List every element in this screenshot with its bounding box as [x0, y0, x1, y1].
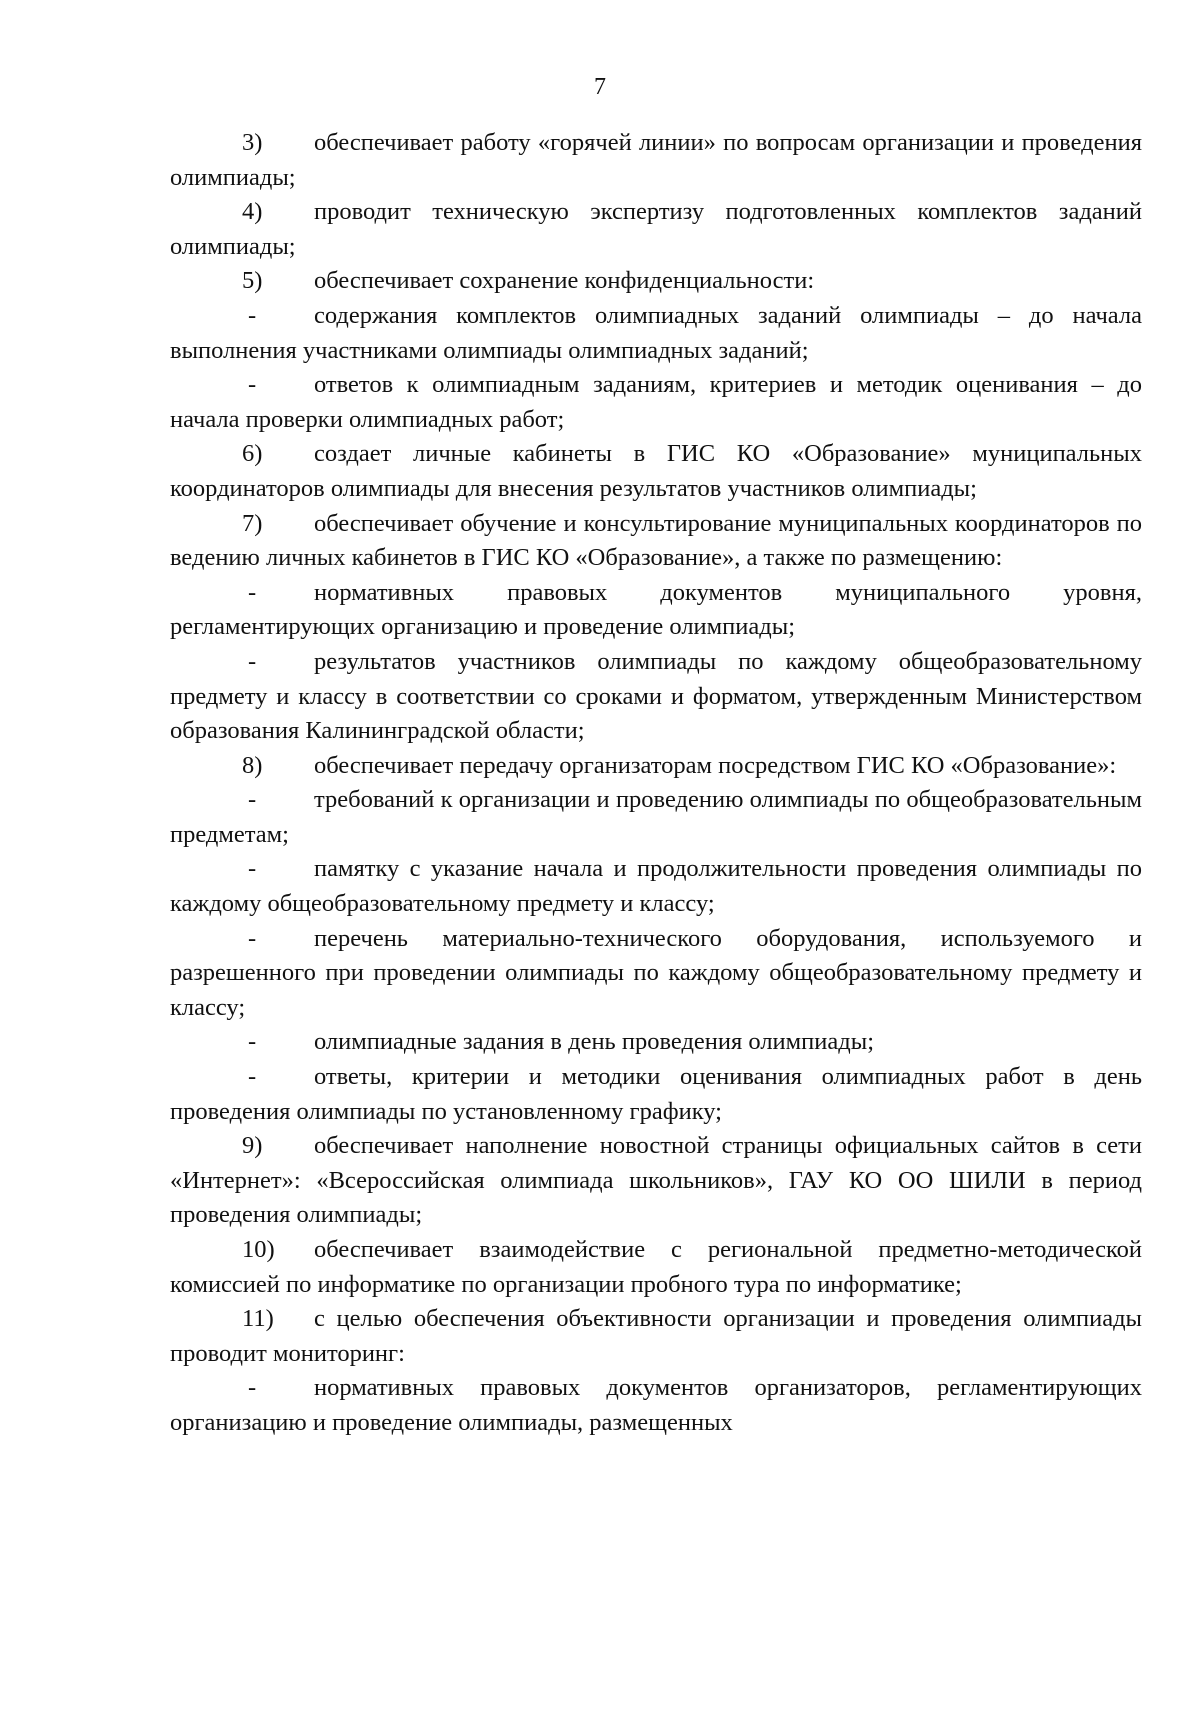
list-item-text: обеспечивает передачу организаторам посредством ГИС КО «Образование»: — [314, 751, 1117, 779]
list-item-text: требований к организации и проведению олимпиады по общеобразовательным предметам; — [170, 786, 1142, 848]
list-item-text: обеспечивает сохранение конфиденциальности: — [314, 267, 815, 295]
list-item — [170, 368, 1142, 437]
list-marker: - — [248, 1374, 257, 1402]
list-item-text: результатов участников олимпиады по каждому общеобразовательному предмету и классу в соответствии со сроками и форматом, утвержденным Министерством образования Калининградской области; — [170, 647, 1142, 745]
list-marker: 4) — [242, 198, 263, 226]
list-item — [170, 264, 1142, 299]
list-item — [170, 576, 1142, 645]
list-marker: 9) — [242, 1132, 263, 1160]
list-marker: - — [248, 1028, 257, 1056]
page-number: 7 — [594, 74, 606, 100]
list-item-text: обеспечивает взаимодействие с региональной предметно-методической комиссией по информатике по организации пробного тура по информатике; — [170, 1236, 1142, 1298]
list-item — [170, 1060, 1142, 1129]
list-marker: - — [248, 855, 257, 883]
document-body — [170, 126, 1142, 1441]
list-item-text: создает личные кабинеты в ГИС КО «Образование» муниципальных координаторов олимпиады для внесения результатов участников олимпиады; — [170, 440, 1142, 502]
list-marker: 6) — [242, 440, 263, 468]
list-item — [170, 1371, 1142, 1440]
list-item — [170, 1025, 1142, 1060]
list-item-text: обеспечивает обучение и консультирование муниципальных координаторов по ведению личных кабинетов в ГИС КО «Образование», а также по размещению: — [170, 509, 1142, 572]
list-item — [170, 1302, 1142, 1371]
list-item-text: обеспечивает работу «горячей линии» по вопросам организации и проведения олимпиады; — [170, 129, 1142, 191]
list-marker: 7) — [242, 509, 263, 537]
list-item — [170, 195, 1142, 264]
list-item — [170, 922, 1142, 1026]
list-item-text: перечень материально-технического оборудования, используемого и разрешенного при проведении олимпиады по каждому общеобразовательному предмету и классу; — [170, 924, 1142, 1021]
list-item — [170, 1129, 1142, 1233]
list-marker: 3) — [242, 129, 263, 156]
list-item-text: с целью обеспечения объективности организации и проведения олимпиады проводит мониторинг: — [170, 1305, 1142, 1367]
list-item — [170, 507, 1142, 576]
list-marker: 8) — [242, 751, 263, 779]
list-marker: 11) — [242, 1305, 274, 1333]
list-item — [170, 126, 1142, 195]
list-marker: - — [248, 647, 257, 675]
list-item — [170, 783, 1142, 852]
list-marker: - — [248, 786, 257, 814]
list-marker: - — [248, 371, 257, 399]
list-marker: - — [248, 924, 257, 952]
list-item-text: содержания комплектов олимпиадных заданий олимпиады – до начала выполнения участниками олимпиады олимпиадных заданий; — [170, 301, 1142, 364]
list-item — [170, 299, 1142, 368]
list-marker: - — [248, 578, 257, 606]
list-item-text: обеспечивает наполнение новостной страницы официальных сайтов в сети «Интернет»: «Всероссийская олимпиада школьников», ГАУ КО ОО ШИЛИ в период проведения олимпиады; — [170, 1132, 1142, 1229]
list-item — [170, 852, 1142, 921]
list-item-text: ответы, критерии и методики оценивания олимпиадных работ в день проведения олимпиады по установленному графику; — [170, 1063, 1142, 1125]
list-item — [170, 437, 1142, 506]
list-item-text: памятку с указание начала и продолжительности проведения олимпиады по каждому общеобразовательному предмету и классу; — [170, 855, 1142, 918]
list-item — [170, 645, 1142, 749]
list-marker: - — [248, 301, 257, 329]
list-item-text: нормативных правовых документов муниципального уровня, регламентирующих организацию и проведение олимпиады; — [170, 578, 1142, 641]
list-marker: 5) — [242, 267, 263, 295]
list-marker: 10) — [242, 1236, 275, 1263]
list-item-text: олимпиадные задания в день проведения олимпиады; — [314, 1028, 874, 1056]
list-item-text: ответов к олимпиадным заданиям, критериев и методик оценивания – до начала проверки олимпиадных работ; — [170, 371, 1142, 433]
list-item-text: проводит техническую экспертизу подготовленных комплектов заданий олимпиады; — [170, 198, 1142, 260]
list-marker: - — [248, 1063, 257, 1091]
list-item — [170, 1233, 1142, 1302]
list-item-text: нормативных правовых документов организаторов, регламентирующих организацию и проведение олимпиады, размещенных — [170, 1374, 1142, 1436]
list-item — [170, 749, 1142, 784]
